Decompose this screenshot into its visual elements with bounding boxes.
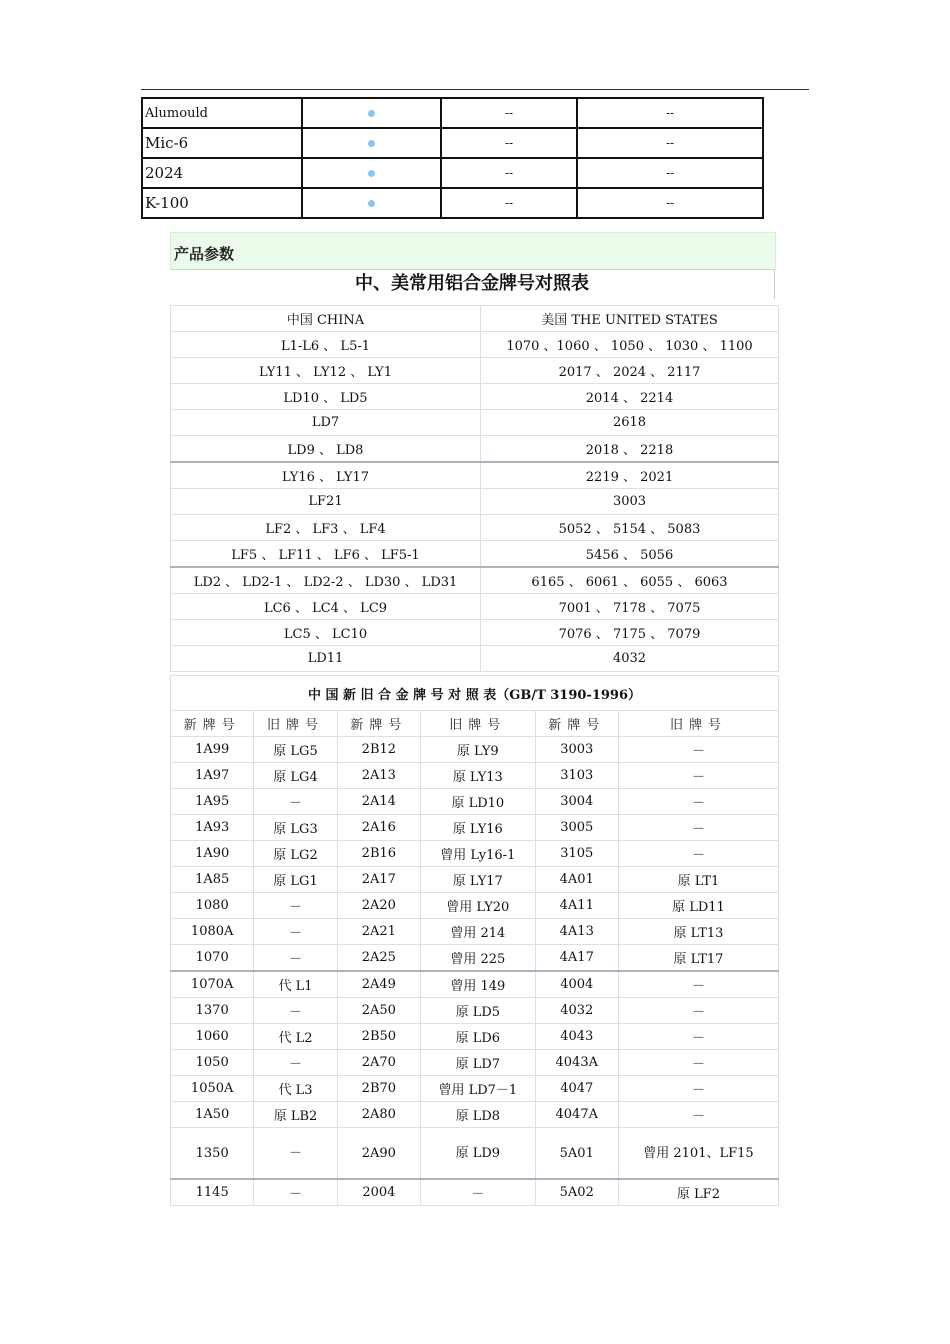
old-grade: － bbox=[254, 1128, 337, 1180]
value-cell: -- bbox=[441, 188, 577, 218]
grade-name: 2024 bbox=[142, 158, 302, 188]
old-grade: － bbox=[618, 1076, 778, 1102]
us-grade: 5052 、 5154 、 5083 bbox=[481, 515, 779, 541]
table-row bbox=[171, 541, 779, 568]
new-grade: 2B70 bbox=[337, 1076, 420, 1102]
table-row bbox=[171, 1024, 779, 1050]
new-grade: 1A90 bbox=[171, 841, 254, 867]
availability-cell bbox=[302, 188, 441, 218]
new-grade: 4004 bbox=[535, 971, 618, 998]
table-row bbox=[142, 188, 763, 218]
table-row bbox=[171, 1128, 779, 1180]
old-grade: － bbox=[618, 789, 778, 815]
caption-row bbox=[171, 676, 779, 711]
old-grade: － bbox=[618, 841, 778, 867]
table-row bbox=[171, 646, 779, 672]
old-grade: － bbox=[254, 1179, 337, 1206]
table-row bbox=[171, 620, 779, 646]
old-grade: － bbox=[254, 1050, 337, 1076]
column-header: 新牌号 bbox=[171, 711, 254, 737]
availability-cell bbox=[302, 98, 441, 128]
table-row bbox=[171, 594, 779, 620]
new-grade: 2A25 bbox=[337, 945, 420, 972]
old-grade: 原 LY13 bbox=[421, 763, 536, 789]
old-grade: － bbox=[618, 737, 778, 763]
table-row bbox=[142, 98, 763, 128]
old-grade: 代 L3 bbox=[254, 1076, 337, 1102]
old-grade: － bbox=[254, 789, 337, 815]
old-grade: 原 LT17 bbox=[618, 945, 778, 972]
new-grade: 2B12 bbox=[337, 737, 420, 763]
table-row bbox=[171, 1076, 779, 1102]
old-grade: － bbox=[618, 971, 778, 998]
table-row bbox=[171, 1050, 779, 1076]
old-grade: 原 LB2 bbox=[254, 1102, 337, 1128]
us-grade: 7001 、 7178 、 7075 bbox=[481, 594, 779, 620]
old-grade: 原 LF2 bbox=[618, 1179, 778, 1206]
new-grade: 1070A bbox=[171, 971, 254, 998]
availability-cell bbox=[302, 128, 441, 158]
header-rule bbox=[141, 89, 809, 90]
table-row bbox=[171, 841, 779, 867]
china-grade: LD11 bbox=[171, 646, 481, 672]
table-row bbox=[171, 737, 779, 763]
old-grade: 原 LG5 bbox=[254, 737, 337, 763]
new-grade: 1145 bbox=[171, 1179, 254, 1206]
old-grade: 曾用 2101、LF15 bbox=[618, 1128, 778, 1180]
table-row bbox=[171, 815, 779, 841]
new-grade: 2A16 bbox=[337, 815, 420, 841]
grade-name: K-100 bbox=[142, 188, 302, 218]
compare-title: 中、美常用铝合金牌号对照表 bbox=[170, 269, 775, 299]
table-row bbox=[142, 128, 763, 158]
table-row bbox=[171, 462, 779, 489]
grade-name: Mic-6 bbox=[142, 128, 302, 158]
old-grade: 曾用 149 bbox=[421, 971, 536, 998]
new-grade: 2A80 bbox=[337, 1102, 420, 1128]
new-grade: 2B16 bbox=[337, 841, 420, 867]
china-grade: LD10 、 LD5 bbox=[171, 384, 481, 410]
column-header: 旧牌号 bbox=[421, 711, 536, 737]
us-grade: 2014 、 2214 bbox=[481, 384, 779, 410]
new-grade: 2A20 bbox=[337, 893, 420, 919]
new-grade: 2A17 bbox=[337, 867, 420, 893]
china-grade: LD9 、 LD8 bbox=[171, 436, 481, 463]
us-grade: 5456 、 5056 bbox=[481, 541, 779, 568]
old-grade: 原 LG1 bbox=[254, 867, 337, 893]
availability-cell bbox=[302, 158, 441, 188]
new-grade: 3003 bbox=[535, 737, 618, 763]
new-grade: 4A17 bbox=[535, 945, 618, 972]
old-grade: － bbox=[254, 998, 337, 1024]
old-grade: 原 LY9 bbox=[421, 737, 536, 763]
table-row bbox=[171, 945, 779, 972]
value-cell: -- bbox=[577, 98, 763, 128]
table-row bbox=[171, 893, 779, 919]
new-grade: 2A21 bbox=[337, 919, 420, 945]
column-header: 中国 CHINA bbox=[171, 306, 481, 332]
new-grade: 4047 bbox=[535, 1076, 618, 1102]
dot-icon bbox=[368, 110, 375, 117]
value-cell: -- bbox=[577, 188, 763, 218]
old-grade: 曾用 214 bbox=[421, 919, 536, 945]
china-grade: LF21 bbox=[171, 489, 481, 515]
new-grade: 1A97 bbox=[171, 763, 254, 789]
old-grade: 原 LG2 bbox=[254, 841, 337, 867]
old-grade: － bbox=[618, 998, 778, 1024]
new-grade: 1080A bbox=[171, 919, 254, 945]
old-grade: 曾用 LY20 bbox=[421, 893, 536, 919]
header-row bbox=[171, 306, 779, 332]
new-grade: 3004 bbox=[535, 789, 618, 815]
column-header: 旧牌号 bbox=[618, 711, 778, 737]
table-row bbox=[171, 436, 779, 463]
old-grade: 原 LY17 bbox=[421, 867, 536, 893]
grades-table bbox=[141, 97, 764, 219]
table-caption: 中 国 新 旧 合 金 牌 号 对 照 表（GB/T 3190-1996） bbox=[171, 676, 779, 711]
new-grade: 4A01 bbox=[535, 867, 618, 893]
old-grade: 原 LT1 bbox=[618, 867, 778, 893]
us-grade: 1070 、1060 、 1050 、 1030 、 1100 bbox=[481, 332, 779, 358]
china-grade: LC5 、 LC10 bbox=[171, 620, 481, 646]
china-grade: LC6 、 LC4 、 LC9 bbox=[171, 594, 481, 620]
new-grade: 4A11 bbox=[535, 893, 618, 919]
table-row bbox=[171, 489, 779, 515]
section-header-label: 产品参数 bbox=[174, 245, 235, 263]
new-grade: 1070 bbox=[171, 945, 254, 972]
old-grade: 原 LD6 bbox=[421, 1024, 536, 1050]
old-grade: 代 L1 bbox=[254, 971, 337, 998]
new-grade: 1A93 bbox=[171, 815, 254, 841]
gbt-table bbox=[170, 675, 779, 1206]
value-cell: -- bbox=[441, 98, 577, 128]
old-grade: － bbox=[254, 919, 337, 945]
new-grade: 1370 bbox=[171, 998, 254, 1024]
value-cell: -- bbox=[577, 128, 763, 158]
old-grade: － bbox=[618, 1050, 778, 1076]
old-grade: 原 LD10 bbox=[421, 789, 536, 815]
new-grade: 3005 bbox=[535, 815, 618, 841]
new-grade: 1A85 bbox=[171, 867, 254, 893]
new-grade: 2004 bbox=[337, 1179, 420, 1206]
old-grade: 原 LT13 bbox=[618, 919, 778, 945]
china-grade: LY11 、 LY12 、 LY1 bbox=[171, 358, 481, 384]
column-header: 新牌号 bbox=[337, 711, 420, 737]
us-grade: 4032 bbox=[481, 646, 779, 672]
table-row bbox=[171, 867, 779, 893]
dot-icon bbox=[368, 140, 375, 147]
table-row bbox=[142, 158, 763, 188]
table-row bbox=[171, 410, 779, 436]
new-grade: 2A49 bbox=[337, 971, 420, 998]
new-grade: 1A99 bbox=[171, 737, 254, 763]
new-grade: 1350 bbox=[171, 1128, 254, 1180]
new-grade: 1050 bbox=[171, 1050, 254, 1076]
new-grade: 4043A bbox=[535, 1050, 618, 1076]
us-grade: 7076 、 7175 、 7079 bbox=[481, 620, 779, 646]
value-cell: -- bbox=[441, 128, 577, 158]
table-row bbox=[171, 971, 779, 998]
old-grade: 原 LY16 bbox=[421, 815, 536, 841]
china-grade: LD2 、 LD2-1 、 LD2-2 、 LD30 、 LD31 bbox=[171, 567, 481, 594]
us-grade: 2018 、 2218 bbox=[481, 436, 779, 463]
new-grade: 1A95 bbox=[171, 789, 254, 815]
old-grade: 原 LD8 bbox=[421, 1102, 536, 1128]
new-grade: 1080 bbox=[171, 893, 254, 919]
dot-icon bbox=[368, 200, 375, 207]
new-grade: 2A70 bbox=[337, 1050, 420, 1076]
new-grade: 2B50 bbox=[337, 1024, 420, 1050]
new-grade: 2A50 bbox=[337, 998, 420, 1024]
cn-us-table bbox=[170, 305, 779, 672]
old-grade: 曾用 Ly16-1 bbox=[421, 841, 536, 867]
table-row bbox=[171, 567, 779, 594]
old-grade: － bbox=[254, 893, 337, 919]
table-row bbox=[171, 1179, 779, 1206]
old-grade: － bbox=[254, 945, 337, 972]
table-row bbox=[171, 998, 779, 1024]
new-grade: 4A13 bbox=[535, 919, 618, 945]
old-grade: － bbox=[618, 815, 778, 841]
us-grade: 2618 bbox=[481, 410, 779, 436]
new-grade: 2A14 bbox=[337, 789, 420, 815]
new-grade: 2A90 bbox=[337, 1128, 420, 1180]
new-grade: 2A13 bbox=[337, 763, 420, 789]
table-row bbox=[171, 789, 779, 815]
grade-name: Alumould bbox=[142, 98, 302, 128]
old-grade: － bbox=[421, 1179, 536, 1206]
new-grade: 1A50 bbox=[171, 1102, 254, 1128]
china-grade: L1-L6 、 L5-1 bbox=[171, 332, 481, 358]
old-grade: 代 L2 bbox=[254, 1024, 337, 1050]
old-grade: 曾用 225 bbox=[421, 945, 536, 972]
table-row bbox=[171, 384, 779, 410]
old-grade: － bbox=[618, 1024, 778, 1050]
us-grade: 2219 、 2021 bbox=[481, 462, 779, 489]
old-grade: 原 LD9 bbox=[421, 1128, 536, 1180]
table-row bbox=[171, 332, 779, 358]
new-grade: 4032 bbox=[535, 998, 618, 1024]
china-grade: LY16 、 LY17 bbox=[171, 462, 481, 489]
old-grade: 曾用 LD7－1 bbox=[421, 1076, 536, 1102]
dot-icon bbox=[368, 170, 375, 177]
table-row bbox=[171, 358, 779, 384]
table-row bbox=[171, 515, 779, 541]
new-grade: 3105 bbox=[535, 841, 618, 867]
table-row bbox=[171, 919, 779, 945]
value-cell: -- bbox=[577, 158, 763, 188]
us-grade: 3003 bbox=[481, 489, 779, 515]
china-grade: LF5 、 LF11 、 LF6 、 LF5-1 bbox=[171, 541, 481, 568]
column-header: 新牌号 bbox=[535, 711, 618, 737]
section-header bbox=[170, 232, 776, 270]
china-grade: LF2 、 LF3 、 LF4 bbox=[171, 515, 481, 541]
column-header: 美国 THE UNITED STATES bbox=[481, 306, 779, 332]
value-cell: -- bbox=[441, 158, 577, 188]
china-grade: LD7 bbox=[171, 410, 481, 436]
new-grade: 3103 bbox=[535, 763, 618, 789]
old-grade: 原 LG3 bbox=[254, 815, 337, 841]
new-grade: 5A02 bbox=[535, 1179, 618, 1206]
new-grade: 1050A bbox=[171, 1076, 254, 1102]
old-grade: － bbox=[618, 763, 778, 789]
old-grade: 原 LD7 bbox=[421, 1050, 536, 1076]
us-grade: 2017 、 2024 、 2117 bbox=[481, 358, 779, 384]
new-grade: 4047A bbox=[535, 1102, 618, 1128]
new-grade: 5A01 bbox=[535, 1128, 618, 1180]
column-header: 旧牌号 bbox=[254, 711, 337, 737]
new-grade: 4043 bbox=[535, 1024, 618, 1050]
new-grade: 1060 bbox=[171, 1024, 254, 1050]
table-row bbox=[171, 1102, 779, 1128]
old-grade: 原 LG4 bbox=[254, 763, 337, 789]
header-row bbox=[171, 711, 779, 737]
old-grade: 原 LD5 bbox=[421, 998, 536, 1024]
old-grade: － bbox=[618, 1102, 778, 1128]
old-grade: 原 LD11 bbox=[618, 893, 778, 919]
us-grade: 6165 、 6061 、 6055 、 6063 bbox=[481, 567, 779, 594]
table-row bbox=[171, 763, 779, 789]
